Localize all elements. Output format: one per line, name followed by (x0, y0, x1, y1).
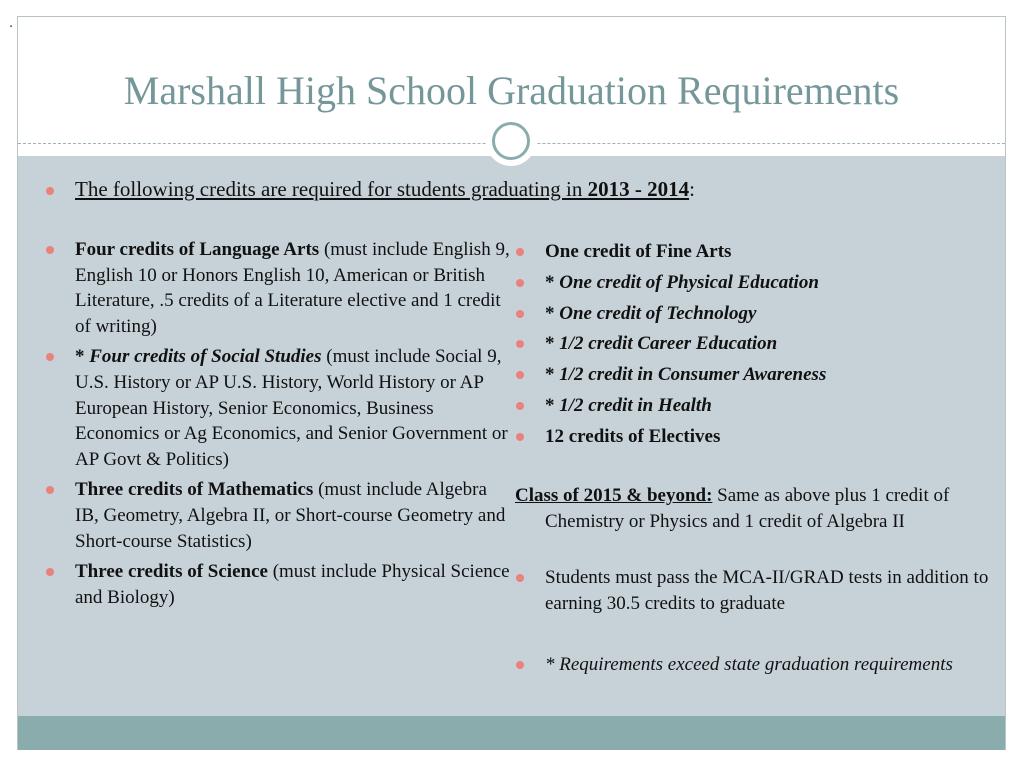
intro-years: 2013 - 2014 (587, 177, 690, 201)
list-item (75, 477, 515, 554)
corner-mark: . (9, 16, 14, 31)
item-text: One credit of Physical Education (559, 271, 819, 293)
list-item (545, 360, 995, 391)
item-text: One credit of Fine Arts (545, 241, 732, 262)
item-detail: (must include Physical Science and Biology) (75, 561, 510, 608)
slide-footer (18, 716, 1005, 750)
bullet-icon (516, 310, 524, 318)
item-text: 1/2 credit in Health (559, 394, 712, 416)
list-item (545, 329, 995, 360)
left-requirements-list (75, 237, 515, 615)
item-detail: (must include Social 9, U.S. History or AP U.S. History, World History or AP European History, Senior Economics, Business Economics or Ag Economics, and Senior Government or AP Govt & Politics) (75, 346, 508, 470)
item-text: One credit of Technology (559, 302, 757, 324)
item-head: Three credits of Mathematics (75, 479, 314, 501)
item-text: 1/2 credit Career Education (559, 333, 778, 355)
bullet-icon (516, 661, 524, 669)
intro-text: The following credits are required for students graduating in (75, 177, 588, 201)
right-requirements-list (545, 237, 995, 453)
item-star: * (545, 302, 560, 324)
class-note-label: Class of 2015 & beyond: (515, 485, 713, 506)
bullet-icon (516, 574, 524, 582)
slide-title: Marshall High School Graduation Requirements (123, 68, 900, 113)
class-of-2015-note (515, 483, 1015, 534)
list-item (545, 237, 995, 268)
item-text: 12 credits of Electives (545, 425, 721, 447)
class-note-text: Same as above plus 1 credit of Chemistry or Physics and 1 credit of Algebra II (545, 485, 950, 532)
footnote (545, 652, 995, 678)
item-detail: (must include English 9, English 10 or Honors English 10, American or British Literature, .5 credits of a Literature elective and 1 credit of writing) (75, 239, 510, 337)
list-item (545, 299, 995, 330)
item-star: * (75, 346, 90, 368)
bullet-icon (46, 246, 54, 254)
item-detail: (must include Algebra IB, Geometry, Algebra II, or Short-course Geometry and Short-course Statistics) (75, 479, 506, 552)
item-head: Four credits of Language Arts (75, 239, 320, 260)
list-item (545, 391, 995, 422)
mca-note-text: Students must pass the MCA-II/GRAD tests in addition to earning 30.5 credits to graduate (545, 567, 989, 614)
item-head: Three credits of Science (75, 561, 268, 583)
circle-ornament-icon (486, 116, 536, 166)
list-item (545, 422, 995, 453)
list-item (75, 344, 515, 472)
list-item (545, 268, 995, 299)
mca-note (545, 565, 995, 616)
intro-suffix: : (689, 177, 695, 201)
bullet-icon (516, 279, 524, 287)
bullet-icon (516, 402, 524, 410)
item-star: * (545, 333, 560, 355)
bullet-icon (46, 187, 54, 195)
ring-icon (492, 122, 530, 160)
item-star: * (545, 394, 560, 416)
intro-line (75, 177, 695, 202)
bullet-icon (516, 248, 524, 256)
item-star: * (545, 364, 560, 386)
item-star: * (545, 271, 560, 293)
item-text: 1/2 credit in Consumer Awareness (559, 364, 827, 386)
item-head: Four credits of Social Studies (89, 346, 322, 368)
bullet-icon (516, 433, 524, 441)
list-item (75, 559, 515, 610)
footnote-text: * Requirements exceed state graduation requirements (545, 654, 953, 675)
list-item (75, 237, 515, 339)
